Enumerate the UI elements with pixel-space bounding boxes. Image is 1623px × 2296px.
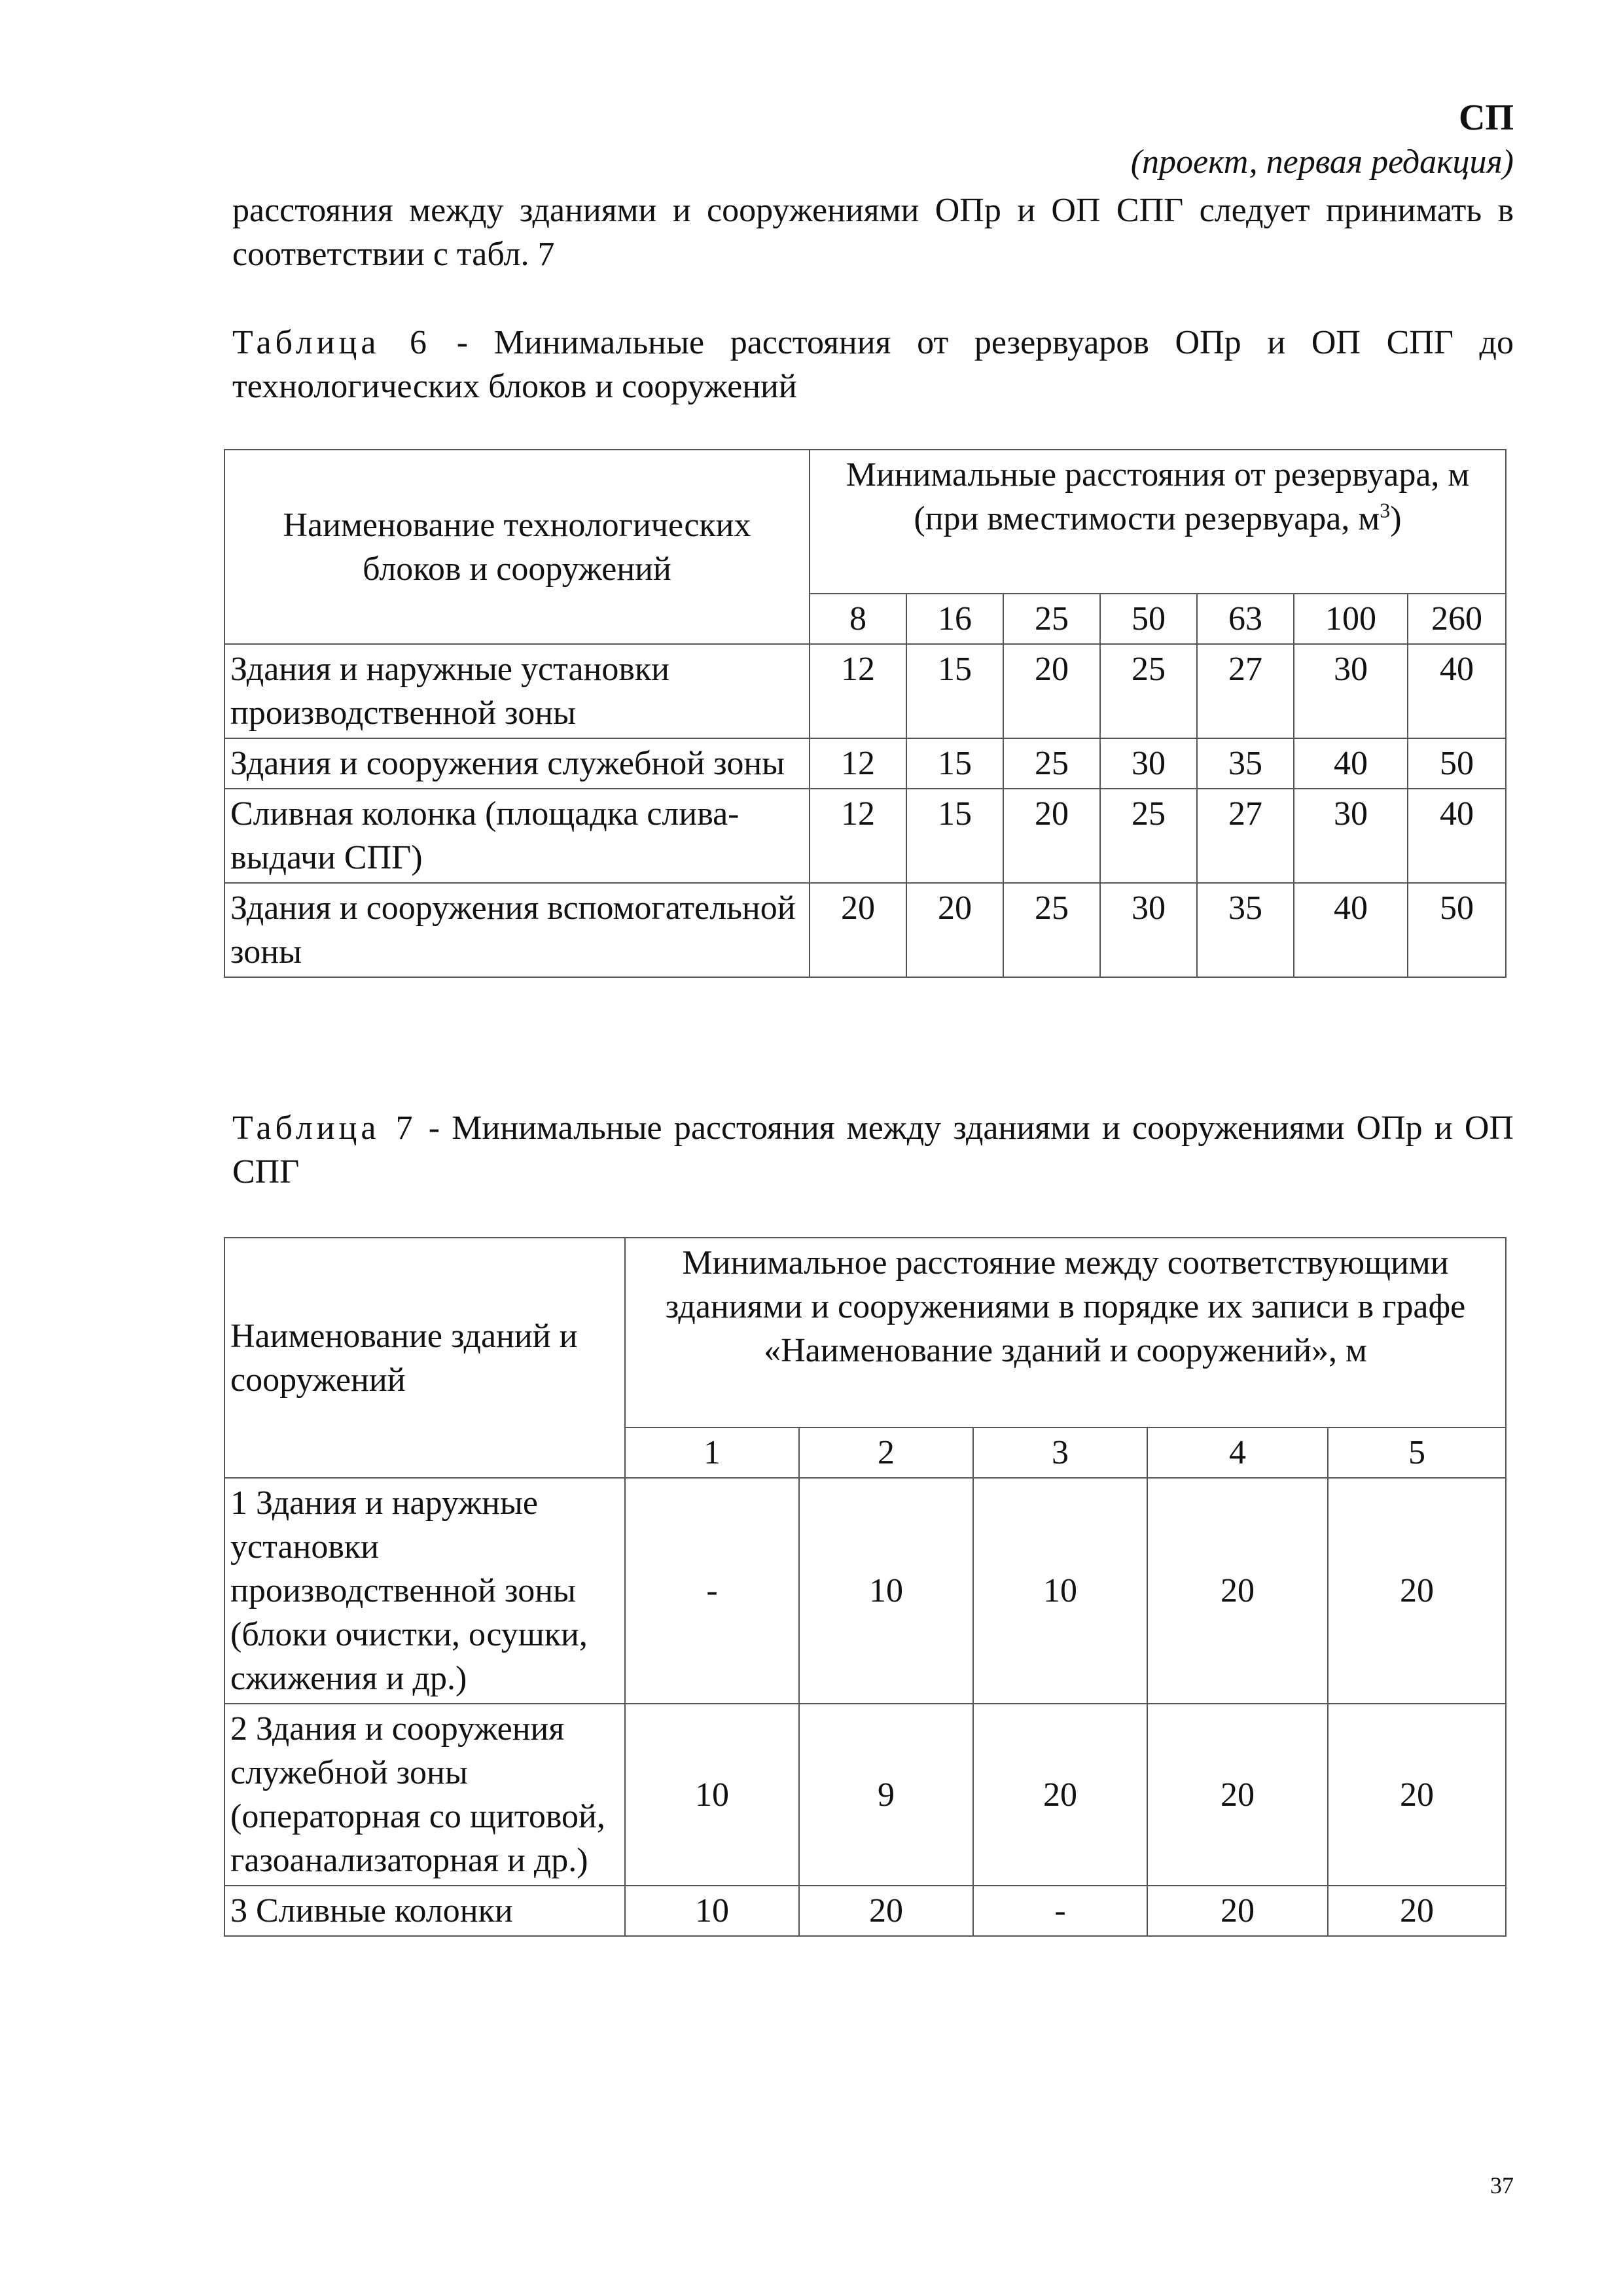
table7-cell: 20 [1147,1478,1328,1704]
table6-cell: 27 [1197,789,1294,883]
table6-volume: 8 [810,594,906,644]
table7-cell: 20 [1328,1478,1506,1704]
table6-caption [232,321,1514,408]
table6-header-distance-line2: (при вместимости резервуара, м [914,500,1380,537]
table-row [224,789,1506,883]
table6 [224,449,1507,978]
table6-cell: 30 [1100,883,1197,977]
table7-caption-text: - Минимальные расстояния между зданиями и сооружениями ОПр и ОП СПГ [232,1109,1514,1191]
table7-header-name: Наименование зданий и сооружений [224,1238,625,1478]
table6-label: Таблица 6 [232,324,431,361]
table6-volume: 63 [1197,594,1294,644]
table7-cell: - [973,1886,1147,1936]
table-row [224,644,1506,738]
table7-header-distance: Минимальное расстояние между соответствующими зданиями и сооружениями в порядке их записи в графе «Наименование зданий и сооружений», м [625,1238,1506,1427]
table6-cell: 25 [1100,644,1197,738]
table7-column-number: 1 [625,1427,799,1478]
table6-cell: 30 [1100,738,1197,789]
table7-cell: 20 [799,1886,973,1936]
table7-cell: 20 [1147,1886,1328,1936]
table6-cell: 40 [1408,644,1506,738]
table7-caption [232,1106,1514,1194]
table6-volume: 25 [1003,594,1100,644]
table7-column-number: 4 [1147,1427,1328,1478]
table6-row-name: Здания и сооружения вспомогательной зоны [224,883,810,977]
table6-cell: 20 [1003,644,1100,738]
table6-cell: 50 [1408,738,1506,789]
table6-cell: 15 [906,789,1003,883]
table7-column-number: 5 [1328,1427,1506,1478]
table7-row-name: 2 Здания и сооружения служебной зоны (операторная со щитовой, газоанализаторная и др.) [224,1704,625,1886]
table7-cell: 10 [625,1704,799,1886]
document-code: СП [1459,98,1514,138]
table7-cell: 20 [1147,1704,1328,1886]
table7 [224,1237,1507,1937]
table6-row-name: Здания и сооружения служебной зоны [224,738,810,789]
table6-volume: 100 [1294,594,1408,644]
table6-cell: 25 [1003,883,1100,977]
table6-header-close: ) [1390,500,1402,537]
table6-cell: 50 [1408,883,1506,977]
table6-row-name: Сливная колонка (площадка слива-выдачи СПГ) [224,789,810,883]
table6-cell: 12 [810,644,906,738]
page-number: 37 [1490,2172,1514,2198]
table7-column-number: 2 [799,1427,973,1478]
table7-cell: 20 [1328,1704,1506,1886]
table-row [224,1704,1506,1886]
table7-cell: 10 [799,1478,973,1704]
table7-cell: 10 [625,1886,799,1936]
table6-cell: 40 [1294,883,1408,977]
table6-cell: 35 [1197,738,1294,789]
table6-volume: 16 [906,594,1003,644]
table7-label: Таблица 7 [232,1109,417,1147]
table6-cell: 25 [1003,738,1100,789]
table6-cell: 12 [810,789,906,883]
table6-cell: 20 [810,883,906,977]
table6-cell: 25 [1100,789,1197,883]
table6-header-distance [810,450,1506,594]
table6-cell: 15 [906,738,1003,789]
table6-cell: 30 [1294,644,1408,738]
edition-note: (проект, первая редакция) [1130,143,1514,181]
table-row [224,1886,1506,1936]
table7-cell: 20 [973,1704,1147,1886]
table7-cell: 20 [1328,1886,1506,1936]
table7-row-name: 1 Здания и наружные установки производственной зоны (блоки очистки, осушки, сжижения и др.) [224,1478,625,1704]
table7-column-number: 3 [973,1427,1147,1478]
table6-cell: 20 [906,883,1003,977]
table7-cell: 10 [973,1478,1147,1704]
table6-cell: 12 [810,738,906,789]
table-row [224,738,1506,789]
table6-cell: 35 [1197,883,1294,977]
table6-cell: 40 [1408,789,1506,883]
table6-volume: 50 [1100,594,1197,644]
intro-paragraph: расстояния между зданиями и сооружениями ОПр и ОП СПГ следует принимать в соответствии с табл. 7 [232,192,1514,273]
table6-volume: 260 [1408,594,1506,644]
table7-cell: - [625,1478,799,1704]
table6-row-name: Здания и наружные установки производственной зоны [224,644,810,738]
table6-cell: 15 [906,644,1003,738]
table6-caption-text: - Минимальные расстояния от резервуаров ОПр и ОП СПГ до технологических блоков и сооружений [232,324,1514,405]
table6-header-superscript: 3 [1380,498,1391,522]
table-row [224,883,1506,977]
table6-cell: 27 [1197,644,1294,738]
table6-cell: 20 [1003,789,1100,883]
table6-header-distance-line1: Минимальные расстояния от резервуара, м [846,456,1470,493]
table7-cell: 9 [799,1704,973,1886]
table-row [224,1478,1506,1704]
table6-cell: 40 [1294,738,1408,789]
table7-row-name: 3 Сливные колонки [224,1886,625,1936]
table6-header-name: Наименование технологических блоков и сооружений [224,450,810,644]
table6-cell: 30 [1294,789,1408,883]
